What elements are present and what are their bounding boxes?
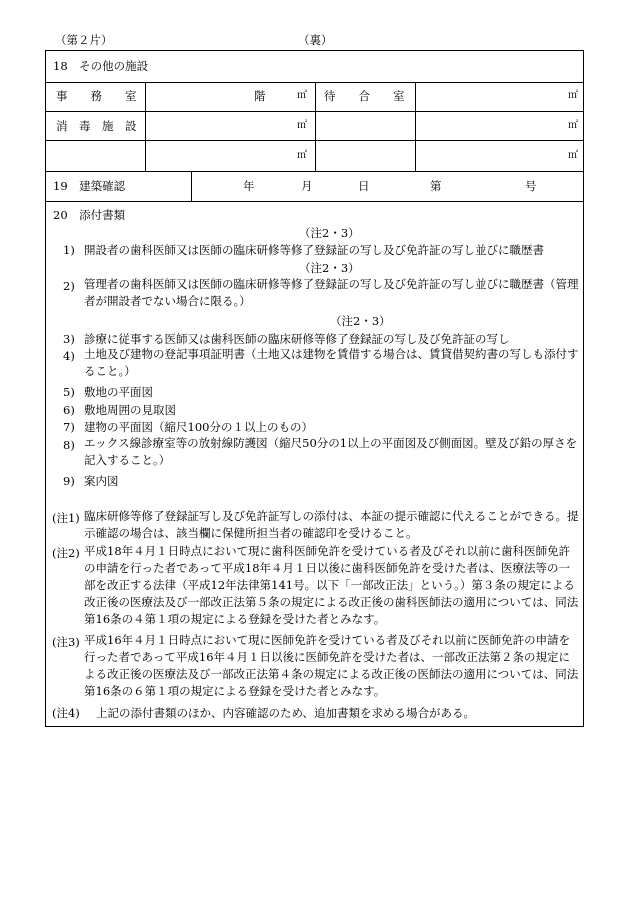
number-prefix: 第 bbox=[430, 179, 442, 193]
item-number: 6) bbox=[63, 403, 75, 417]
sqm-unit: ㎡ bbox=[297, 150, 307, 161]
item-number: 7) bbox=[63, 420, 75, 434]
attachment-item: 案内図 bbox=[84, 474, 119, 488]
note-label: (注4) bbox=[52, 706, 80, 720]
item-number: 9) bbox=[63, 474, 75, 488]
note-ref: （注2・3） bbox=[299, 261, 360, 275]
item-number: 2) bbox=[63, 279, 75, 293]
floor-label: 階 bbox=[254, 89, 266, 103]
page-label: （第２片） bbox=[55, 33, 113, 47]
attachment-item: 敷地の平面図 bbox=[84, 385, 153, 399]
office-label: 事 務 室 bbox=[56, 89, 137, 103]
sqm-unit: ㎡ bbox=[568, 150, 578, 161]
month-label: 月 bbox=[301, 179, 313, 193]
sqm-unit: ㎡ bbox=[297, 90, 307, 101]
note-label: (注2) bbox=[52, 546, 80, 560]
note-ref: （注2・3） bbox=[299, 226, 360, 240]
rule bbox=[46, 171, 583, 172]
facility-form bbox=[45, 50, 584, 727]
sqm-unit: ㎡ bbox=[568, 120, 578, 131]
section-18-title: 18 その他の施設 bbox=[53, 59, 149, 73]
attachment-item: 管理者の歯科医師又は医師の臨床研修等修了登録証の写し及び免許証の写し並びに職歴書（管理者が開設者でない場合に限る。） bbox=[84, 277, 579, 308]
note-text: 上記の添付書類のほか、内容確認のため、追加書類を求める場合がある。 bbox=[96, 706, 476, 720]
attachment-item: 開設者の歯科医師又は医師の臨床研修等修了登録証の写し及び免許証の写し並びに職歴書 bbox=[84, 243, 544, 257]
note-text: 平成18年４月１日時点において現に歯科医師免許を受けている者及びそれ以前に歯科医師免許の申請を行った者であって平成18年４月１日以後に歯科医師免許を受けた者は、医療法等の一部を改正する法律（平成12年法律第141号。以下「一部改正法」という。）第３条の規定による改正後の医療法及び一部改正法第５条の規定による改正後の歯科医師法の適用については、同法第16条の４第１項の規定による登録を受けた者とみなす。 bbox=[84, 544, 579, 626]
note-label: (注1) bbox=[52, 511, 80, 525]
sqm-unit: ㎡ bbox=[297, 120, 307, 131]
attachment-item: 土地及び建物の登記事項証明書（土地又は建物を賃借する場合は、賃貸借契約書の写しも添付すること。） bbox=[84, 347, 579, 378]
disinfection-label: 消 毒 施 設 bbox=[56, 119, 137, 133]
attachment-item: 敷地周囲の見取図 bbox=[84, 403, 176, 417]
note-text: 臨床研修等修了登録証写し及び免許証写しの添付は、本証の提示確認に代えることができる。提示確認の場合は、該当欄に保健所担当者の確認印を受けること。 bbox=[84, 509, 579, 540]
item-number: 4) bbox=[63, 349, 75, 363]
note-label: (注3) bbox=[52, 635, 80, 649]
item-number: 3) bbox=[63, 332, 75, 346]
number-suffix: 号 bbox=[525, 179, 537, 193]
rule bbox=[191, 171, 192, 201]
item-number: 5) bbox=[63, 385, 75, 399]
item-number: 1) bbox=[63, 243, 75, 257]
side-label: （裏） bbox=[298, 33, 333, 47]
attachment-item: 診療に従事する医師又は歯科医師の臨床研修等修了登録証の写し及び免許証の写し bbox=[84, 332, 510, 346]
rule bbox=[415, 82, 416, 171]
rule bbox=[145, 82, 146, 171]
note-ref: （注2・3） bbox=[330, 314, 391, 328]
year-label: 年 bbox=[243, 179, 255, 193]
section-19-title: 19 建築確認 bbox=[53, 179, 126, 193]
attachment-item: エックス線診療室等の放射線防護図（縮尺50分の1以上の平面図及び側面図。壁及び鉛の厚さを記入すること。） bbox=[84, 436, 578, 467]
rule bbox=[315, 82, 316, 171]
note-text: 平成16年４月１日時点において現に医師免許を受けている者及びそれ以前に医師免許の申請を行った者であって平成16年４月１日以後に医師免許を受けた者は、一部改正法第２条の規定による改正後の医療法及び一部改正法第４条の規定による改正後の医師法の適用については、同法第16条の６第１項の規定による登録を受けた者とみなす。 bbox=[84, 633, 579, 698]
attachment-item: 建物の平面図（縮尺100分の１以上のもの） bbox=[84, 420, 313, 434]
sqm-unit: ㎡ bbox=[568, 90, 578, 101]
rule bbox=[46, 201, 583, 202]
day-label: 日 bbox=[358, 179, 370, 193]
waiting-room-label: 待 合 室 bbox=[324, 89, 405, 103]
section-20-title: 20 添付書類 bbox=[53, 208, 126, 222]
item-number: 8) bbox=[63, 438, 75, 452]
